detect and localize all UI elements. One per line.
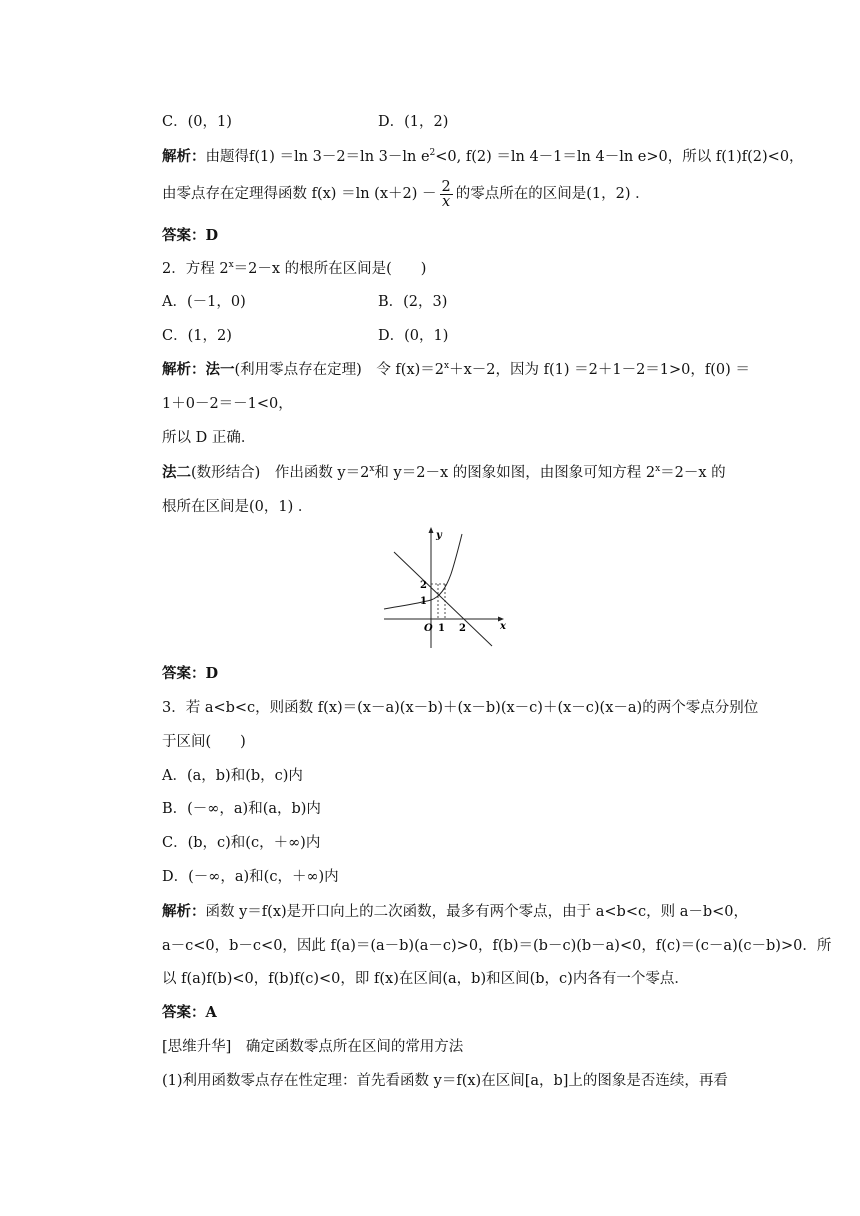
q2-method1-line3: 所以 D 正确． [162,430,256,446]
function-graph [380,522,510,650]
q2-method1-line1 [162,360,750,380]
q3-analysis-line2: a－c<0，b－c<0，因此 f(a)＝(a－b)(a－c)>0，f(b)＝(b－c)(b－a)<0，f(c)＝(c－a)(c－b)>0．所 [162,938,832,954]
q2-options-row1 [162,292,732,312]
x-tick-1: 1 [438,623,445,634]
q1-analysis-text-d: 由零点存在定理得函数 f(x) ＝ln (x＋2) － [162,186,437,202]
q1-analysis-line2 [162,178,732,210]
origin-label: O [424,623,433,634]
y-axis-arrow [429,527,434,533]
q2-method2-line2: 根所在区间是(0，1) ． [162,499,313,515]
x-axis-label: x [500,621,506,632]
q2-method1-text-b: ＋x－2，因为 f(1) ＝2＋1－2＝1>0，f(0) ＝ [449,362,750,378]
q2-option-b: B．(2，3) [378,294,448,310]
x-tick-2: 2 [459,623,466,634]
q3-answer-text: 答案：A [162,1004,217,1021]
q1-option-d: D．(1，2) [378,114,449,130]
q2-method2-text-c: ＝2－x 的 [660,465,726,481]
q1-options-row [162,112,732,132]
y-tick-1: 1 [420,596,427,607]
summary-title: [思维升华] 确定函数零点所在区间的常用方法 [162,1039,464,1055]
q3-option-c: C．(b，c)和(c，＋∞)内 [162,835,321,851]
q2-option-a: A．(－1，0) [162,294,246,310]
q2-option-c: C．(1，2) [162,328,232,344]
q3-option-a: A．(a，b)和(b，c)内 [162,768,303,784]
q1-analysis-text-e: 的零点所在的区间是(1，2) ． [455,186,650,202]
q1-answer-text: 答案：D [162,227,219,244]
q1-analysis-text-c: <0, f(2) ＝ln 4－1＝ln 4－ln e>0，所以 f(1)f(2)<0， [435,149,804,165]
q2-stem [162,259,732,279]
fraction-denominator: x [442,193,451,210]
q1-analysis-label: 解析： [162,148,206,165]
q1-fraction [440,180,453,209]
q2-stem-a: 2．方程 2 [162,261,229,277]
q2-stem-b: ＝2－x 的根所在区间是( ) [233,261,427,277]
q2-option-d: D．(0，1) [378,328,449,344]
y-axis-label: y [436,530,442,541]
q2-method1-exp: x [444,361,450,371]
q3-answer [162,1003,732,1023]
q2-method2-line1 [162,463,732,483]
summary-item1: (1)利用函数零点存在性定理：首先看函数 y＝f(x)在区间[a，b]上的图象是否连续，再看 [162,1073,728,1089]
q2-method2-exp2: x [655,464,661,474]
q2-method1-text-a: (利用零点存在定理) 令 f(x)＝2 [234,362,445,378]
q2-method2-label: 法二 [162,464,191,481]
q1-analysis-text-a: 由题得 [205,149,249,165]
q2-answer-text: 答案：D [162,665,219,682]
q1-analysis-text-b: f(1) ＝ln 3－2＝ln 3－ln e [249,149,430,165]
q3-analysis-label: 解析： [162,903,206,920]
q3-analysis-text-1: 函数 y＝f(x)是开口向上的二次函数，最多有两个零点，由于 a<b<c，则 a－b<0， [205,904,749,920]
y-tick-2: 2 [420,580,427,591]
q3-stem-line2: 于区间( ) [162,734,246,750]
q2-method1-line2: 1＋0－2＝－1<0， [162,396,293,412]
q1-option-c: C．(0，1) [162,114,232,130]
q1-answer [162,226,732,246]
q2-method2-text-b: 和 y＝2－x 的图象如图，由图象可知方程 2 [374,465,656,481]
fraction-numerator: 2 [441,178,451,195]
q1-analysis-line1 [162,147,804,167]
q3-option-b: B．(－∞，a)和(a，b)内 [162,801,321,817]
q3-stem-line1: 3．若 a<b<c，则函数 f(x)＝(x－a)(x－b)＋(x－b)(x－c)＋(x－c)(x－a)的两个零点分别位 [162,700,759,716]
q1-analysis-exp: 2 [429,148,436,158]
q2-stem-exp: x [228,260,234,270]
q2-method2-text-a: (数形结合) 作出函数 y＝2 [191,465,370,481]
q2-options-row2 [162,326,732,346]
q2-method2-exp1: x [369,464,375,474]
q3-analysis-line3: 以 f(a)f(b)<0，f(b)f(c)<0，即 f(x)在区间(a，b)和区间(b，c)内各有一个零点． [162,971,689,987]
q2-method1-label: 解析：法一 [162,361,235,378]
q2-answer [162,664,732,684]
q3-option-d: D．(－∞，a)和(c，＋∞)内 [162,869,339,885]
q3-analysis-line1 [162,902,749,922]
